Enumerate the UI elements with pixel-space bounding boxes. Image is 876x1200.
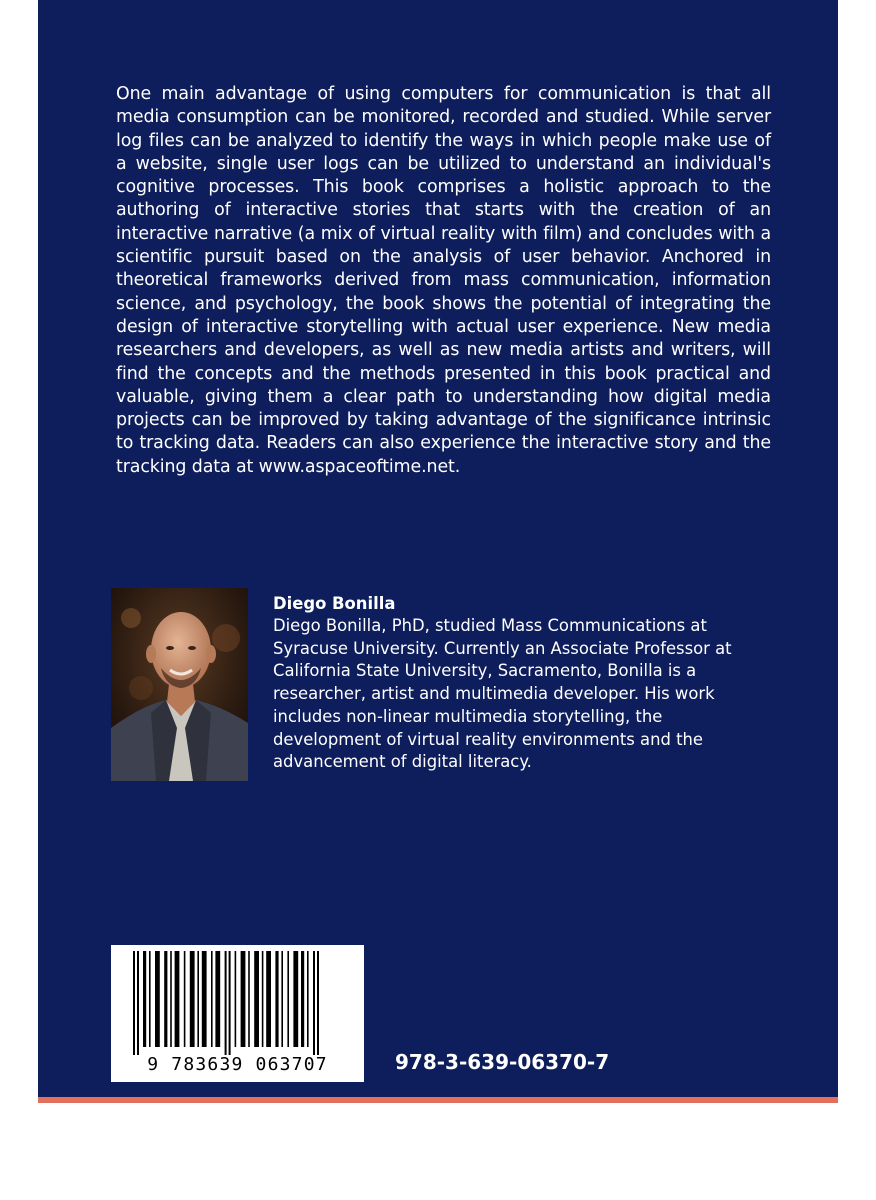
author-bio: Diego Bonilla, PhD, studied Mass Communications at Syracuse University. Currently an Associate Professor at California State University, Sacramento, Bonilla is a researcher, artist and multimedia developer. His work includes non-linear multimedia storytelling, the development of virtual reality environments and the advancement of digital literacy.	[273, 616, 732, 772]
barcode	[111, 945, 364, 1082]
author-photo	[111, 588, 248, 781]
bottom-stripe	[38, 1097, 838, 1103]
author-name: Diego Bonilla	[273, 594, 396, 613]
barcode-digits: 9 783639 063707	[147, 1054, 328, 1075]
barcode-bars	[111, 945, 364, 1055]
isbn-number: 978-3-639-06370-7	[395, 1050, 610, 1074]
blurb-text: One main advantage of using computers for communication is that all media consumption can be monitored, recorded and studied. While server log files can be analyzed to identify the ways in which people make use of a website, single user logs can be utilized to understand an individual's cognitive processes. This book comprises a holistic approach to the authoring of interactive stories that starts with the creation of an interactive narrative (a mix of virtual reality with film) and concludes with a scientific pursuit based on the analysis of user behavior. Anchored in theoretical frameworks derived from mass communication, information science, and psychology, the book shows the potential of integrating the design of interactive storytelling with actual user experience. New media researchers and developers, as well as new media artists and writers, will find the concepts and the methods presented in this book practical and valuable, giving them a clear path to understanding how digital media projects can be improved by taking advantage of the significance intrinsic to tracking data. Readers can also experience the interactive story and the tracking data at www.aspaceoftime.net.	[116, 84, 771, 477]
